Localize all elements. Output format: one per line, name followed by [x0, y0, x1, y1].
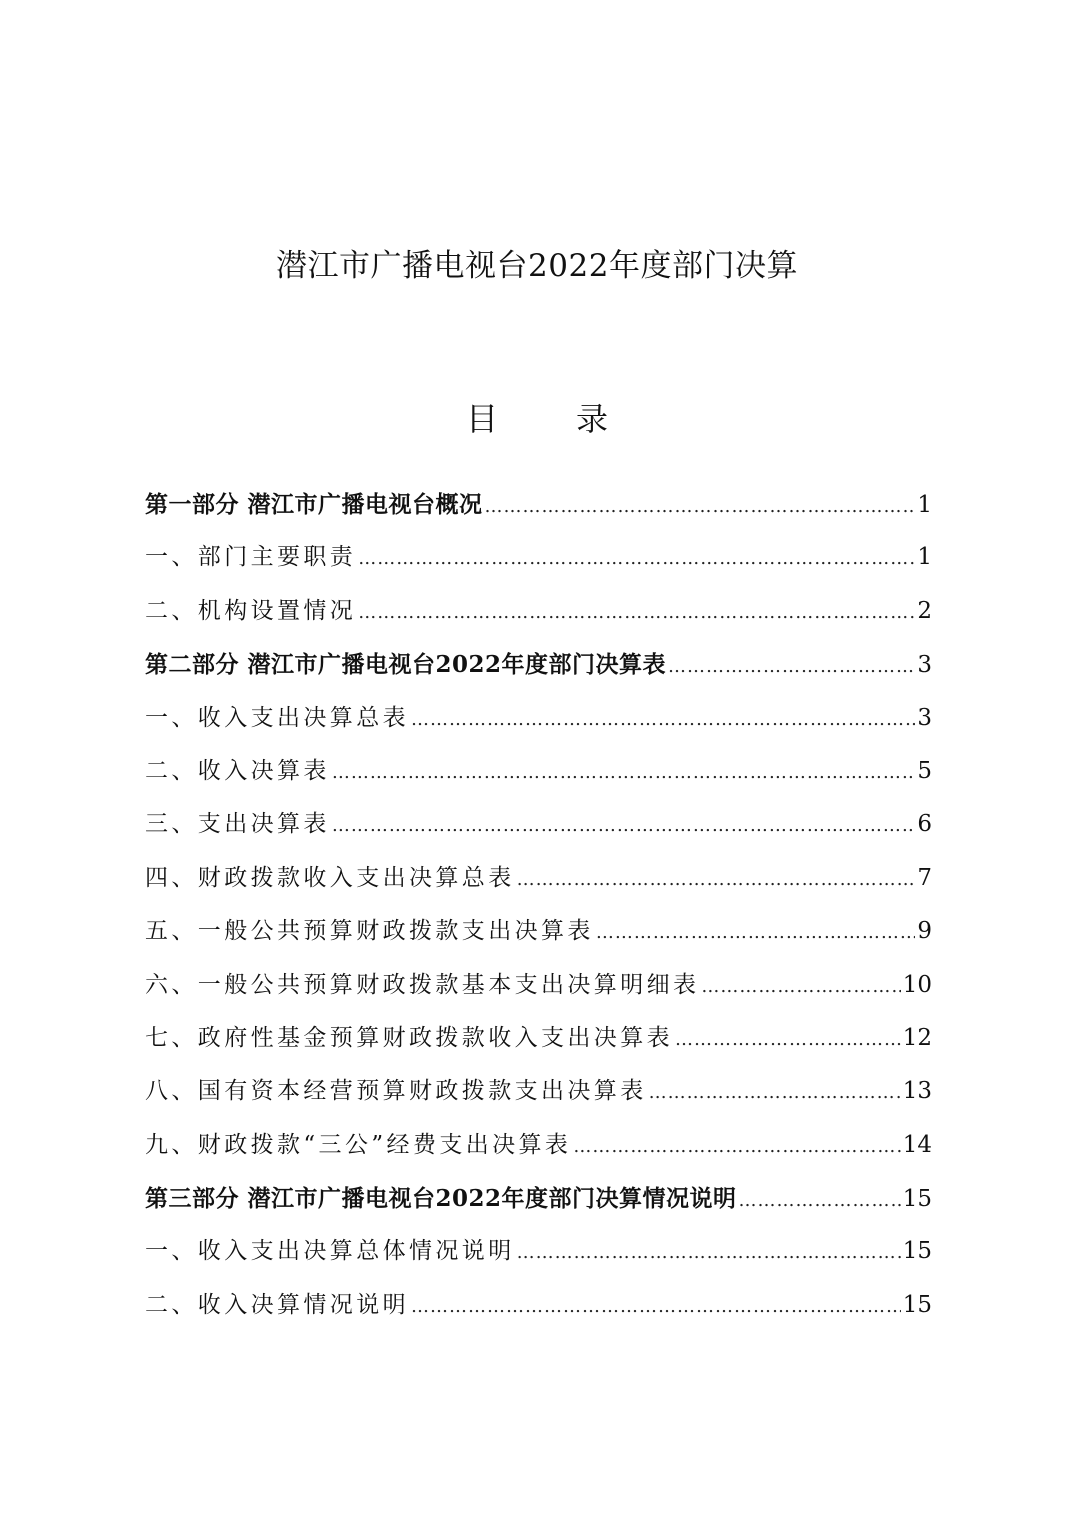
toc-entry-state-capital[interactable]	[145, 1065, 932, 1118]
toc-entry-fiscal-summary[interactable]	[145, 852, 932, 905]
toc-leader-dots	[411, 693, 915, 746]
toc-leader-dots	[573, 1120, 900, 1173]
toc-leader-dots	[701, 960, 900, 1013]
toc-entry-part-3[interactable]	[145, 1172, 932, 1225]
toc-entry-page: 13	[902, 1078, 932, 1105]
toc-entry-page: 10	[902, 971, 932, 998]
toc-entry-overall-explanation[interactable]	[145, 1225, 932, 1278]
toc-entry-label: 一、部门主要职责	[145, 544, 357, 571]
toc-leader-dots	[411, 1280, 901, 1333]
toc-entry-label: 二、收入决算情况说明	[145, 1291, 409, 1318]
toc-entry-organization[interactable]	[145, 585, 932, 638]
toc-entry-responsibilities[interactable]	[145, 531, 932, 584]
toc-entry-label: 第二部分 潜江市广播电视台2022年度部门决算表	[145, 651, 667, 679]
toc-entry-general-budget-expense[interactable]	[145, 905, 932, 958]
toc-entry-label: 六、一般公共预算财政拨款基本支出决算明细表	[145, 971, 700, 998]
toc-entry-page: 15	[902, 1186, 932, 1213]
toc-entry-page: 3	[917, 704, 932, 731]
toc-entry-page: 1	[917, 492, 932, 518]
toc-leader-dots	[332, 799, 916, 852]
toc-entry-basic-expense-detail[interactable]	[145, 959, 932, 1012]
toc-entry-label: 一、收入支出决算总表	[145, 704, 409, 731]
toc-entry-page: 12	[902, 1024, 932, 1051]
toc-entry-label: 第一部分 潜江市广播电视台概况	[145, 491, 483, 518]
toc-leader-dots	[649, 1066, 901, 1119]
toc-leader-dots	[668, 640, 915, 693]
toc-leader-dots	[517, 853, 916, 906]
toc-entry-label: 三、支出决算表	[145, 811, 330, 838]
toc-entry-page: 14	[902, 1131, 932, 1158]
toc-leader-dots	[358, 586, 915, 639]
document-title: 潜江市广播电视台2022年度部门决算	[276, 248, 798, 284]
toc-entry-page: 3	[917, 652, 932, 679]
toc-heading: 目录	[465, 400, 686, 438]
toc-entry-page: 2	[917, 597, 932, 624]
toc-entry-income-explanation[interactable]	[145, 1279, 932, 1332]
toc-entry-income-expense-summary[interactable]	[145, 692, 932, 745]
toc-entry-label: 四、财政拨款收入支出决算总表	[145, 864, 515, 891]
toc-entry-page: 9	[917, 918, 932, 945]
table-of-contents	[145, 478, 932, 1332]
toc-entry-page: 5	[917, 757, 932, 784]
toc-leader-dots	[675, 1013, 901, 1066]
toc-entry-label: 二、机构设置情况	[145, 597, 357, 624]
toc-entry-label: 八、国有资本经营预算财政拨款支出决算表	[145, 1078, 647, 1105]
toc-entry-label: 第三部分 潜江市广播电视台2022年度部门决算情况说明	[145, 1185, 737, 1213]
toc-leader-dots	[517, 1226, 901, 1279]
toc-entry-part-2[interactable]	[145, 638, 932, 691]
toc-entry-part-1[interactable]	[145, 478, 932, 531]
toc-entry-government-fund[interactable]	[145, 1012, 932, 1065]
toc-leader-dots	[332, 746, 916, 799]
toc-entry-expense-table[interactable]	[145, 798, 932, 851]
toc-entry-label: 五、一般公共预算财政拨款支出决算表	[145, 918, 594, 945]
toc-leader-dots	[739, 1174, 901, 1227]
toc-entry-page: 6	[917, 811, 932, 838]
toc-entry-label: 七、政府性基金预算财政拨款收入支出决算表	[145, 1024, 673, 1051]
toc-entry-label: 一、收入支出决算总体情况说明	[145, 1238, 515, 1265]
toc-entry-label: 二、收入决算表	[145, 757, 330, 784]
toc-entry-income-table[interactable]	[145, 745, 932, 798]
toc-entry-page: 15	[902, 1238, 932, 1265]
toc-entry-label: 九、财政拨款“三公”经费支出决算表	[145, 1131, 572, 1158]
toc-leader-dots	[596, 906, 916, 959]
toc-entry-page: 1	[917, 544, 932, 571]
toc-leader-dots	[485, 480, 916, 533]
toc-entry-page: 15	[902, 1291, 932, 1318]
toc-leader-dots	[358, 532, 915, 585]
toc-entry-page: 7	[917, 864, 932, 891]
toc-entry-three-public-expenses[interactable]	[145, 1119, 932, 1172]
